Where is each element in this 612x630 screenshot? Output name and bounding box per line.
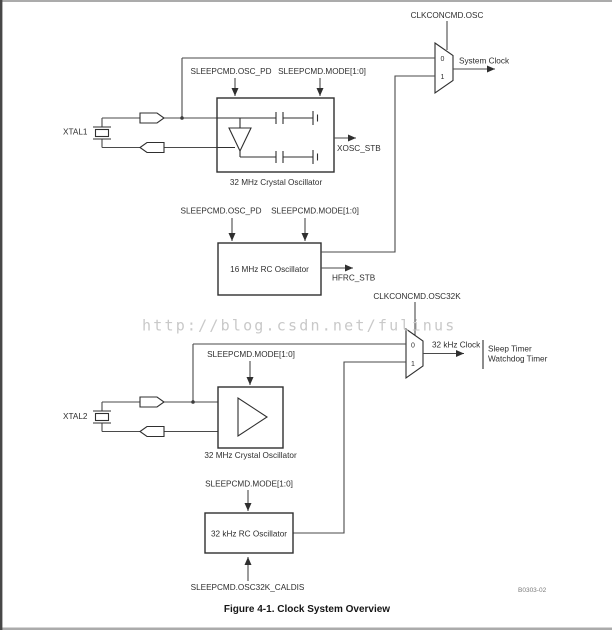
xtal1-circuit: [63, 113, 217, 153]
hfrc-stb-label: HFRC_STB: [332, 273, 376, 283]
wire-to-mux-input1: [321, 76, 435, 252]
mux-input0-label: 0: [440, 56, 445, 63]
xosc-stb-label: XOSC_STB: [337, 144, 381, 153]
top-border: [0, 0, 612, 2]
rc32k-oscillator: [191, 480, 305, 593]
pad-buffer-right-icon: [140, 113, 164, 123]
mux-icon: [435, 43, 453, 93]
mux-input1-label: 1: [440, 74, 445, 81]
mode-label: SLEEPCMD.MODE[1:0]: [205, 479, 293, 489]
oscillator-box-label: 32 MHz Crystal Oscillator: [229, 178, 323, 187]
mux-select-label: CLKCONCMD.OSC32K: [373, 292, 461, 301]
osc-pd-label: SLEEPCMD.OSC_PD: [180, 206, 262, 216]
mode-label: SLEEPCMD.MODE[1:0]: [207, 350, 295, 359]
mux-input0-label: 0: [411, 342, 415, 350]
xtal1-label: XTAL1: [63, 127, 88, 137]
dest-sleep-timer-label: Sleep Timer: [488, 344, 532, 354]
pad-buffer-right-icon: [140, 397, 164, 407]
xtal2-circuit: [63, 397, 218, 437]
pad-buffer-left-icon: [140, 143, 164, 153]
dest-watchdog-label: Watchdog Timer: [488, 354, 548, 364]
mux-icon: [406, 329, 423, 378]
crystal-icon: [93, 127, 111, 139]
left-border: [0, 0, 2, 630]
osc-pd-label: SLEEPCMD.OSC_PD: [190, 67, 272, 76]
mode-label: SLEEPCMD.MODE[1:0]: [278, 67, 366, 76]
oscillator-box-label: 16 MHz RC Oscillator: [230, 265, 309, 274]
wire-to-mux-input1: [293, 362, 406, 533]
crystal-icon: [93, 411, 111, 423]
caldis-label: SLEEPCMD.OSC32K_CALDIS: [190, 583, 305, 592]
mode-label: SLEEPCMD.MODE[1:0]: [271, 206, 359, 216]
figure-caption: Figure 4-1. Clock System Overview: [223, 604, 391, 615]
oscillator-box-label: 32 kHz RC Oscillator: [211, 529, 287, 539]
mux-input1-label: 1: [411, 361, 415, 368]
clock-output-label: 32 kHz Clock: [432, 340, 481, 350]
xtal2-label: XTAL2: [63, 412, 88, 421]
mux-select-label: CLKCONCMD.OSC: [410, 11, 484, 20]
pad-buffer-left-icon: [140, 427, 164, 437]
xosc-32mhz-oscillator: [191, 67, 382, 187]
system-clock-label: System Clock: [459, 56, 510, 66]
xosc32-crystal-oscillator: [204, 350, 297, 460]
watermark: http://blog.csdn.net/fulinus: [142, 316, 457, 335]
oscillator-box-label: 32 MHz Crystal Oscillator: [204, 451, 297, 460]
figure-code: B0303-02: [518, 587, 547, 594]
